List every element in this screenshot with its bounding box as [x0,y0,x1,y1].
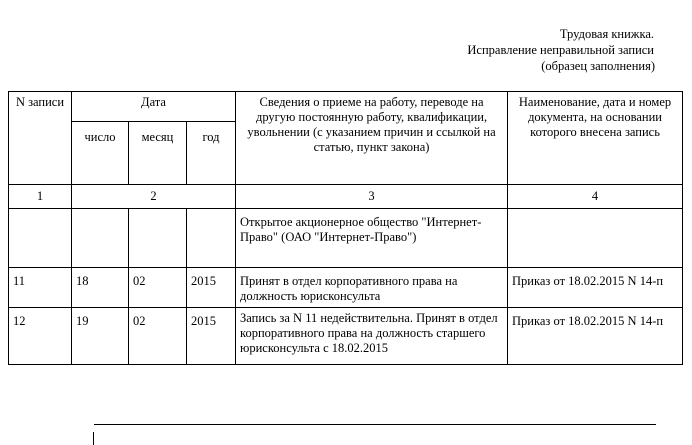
signature-mark [93,432,94,445]
header-basis-document: Наименование, дата и номер документа, на основании которого внесена запись [508,92,683,185]
signature-line [94,424,656,425]
empty-cell [187,209,236,268]
record-year: 2015 [187,268,236,308]
record-number: 12 [9,308,72,365]
record-info: Принят в отдел корпоративного права на должность юрисконсульта [236,268,508,308]
empty-cell [129,209,187,268]
header-year: год [187,122,236,185]
record-document: Приказ от 18.02.2015 N 14-п [508,268,683,308]
empty-cell [72,209,129,268]
column-number: 1 [9,185,72,209]
column-number: 3 [236,185,508,209]
table-row [9,268,683,308]
column-number-row [9,185,683,209]
header-day: число [72,122,129,185]
employment-record-table [8,91,683,365]
record-year: 2015 [187,308,236,365]
empty-cell [9,209,72,268]
header-record-number: N записи [9,92,72,185]
column-number: 2 [72,185,236,209]
record-month: 02 [129,308,187,365]
record-day: 18 [72,268,129,308]
record-document: Приказ от 18.02.2015 N 14-п [508,308,683,365]
caption-line-workbook: Трудовая книжка. [559,27,654,41]
empty-cell [508,209,683,268]
header-employment-info: Сведения о приеме на работу, переводе на другую постоянную работу, квалификации, увольнении (с указанием причин и ссылкой на статью, пункт закона) [236,92,508,185]
column-number: 4 [508,185,683,209]
record-month: 02 [129,268,187,308]
header-month: месяц [129,122,187,185]
record-number: 11 [9,268,72,308]
caption-line-sample: (образец заполнения) [541,59,655,73]
document-caption [467,26,654,74]
caption-line-correction: Исправление неправильной записи [467,43,654,57]
record-info: Запись за N 11 недействительна. Принят в отдел корпоративного права на должность старшего юрисконсульта с 18.02.2015 [236,308,508,365]
record-day: 19 [72,308,129,365]
table-header-row [9,92,683,122]
organization-name: Открытое акционерное общество "Интернет-Право" (ОАО "Интернет-Право") [236,209,508,268]
header-date: Дата [72,92,236,122]
table-row [9,308,683,365]
organization-row [9,209,683,268]
